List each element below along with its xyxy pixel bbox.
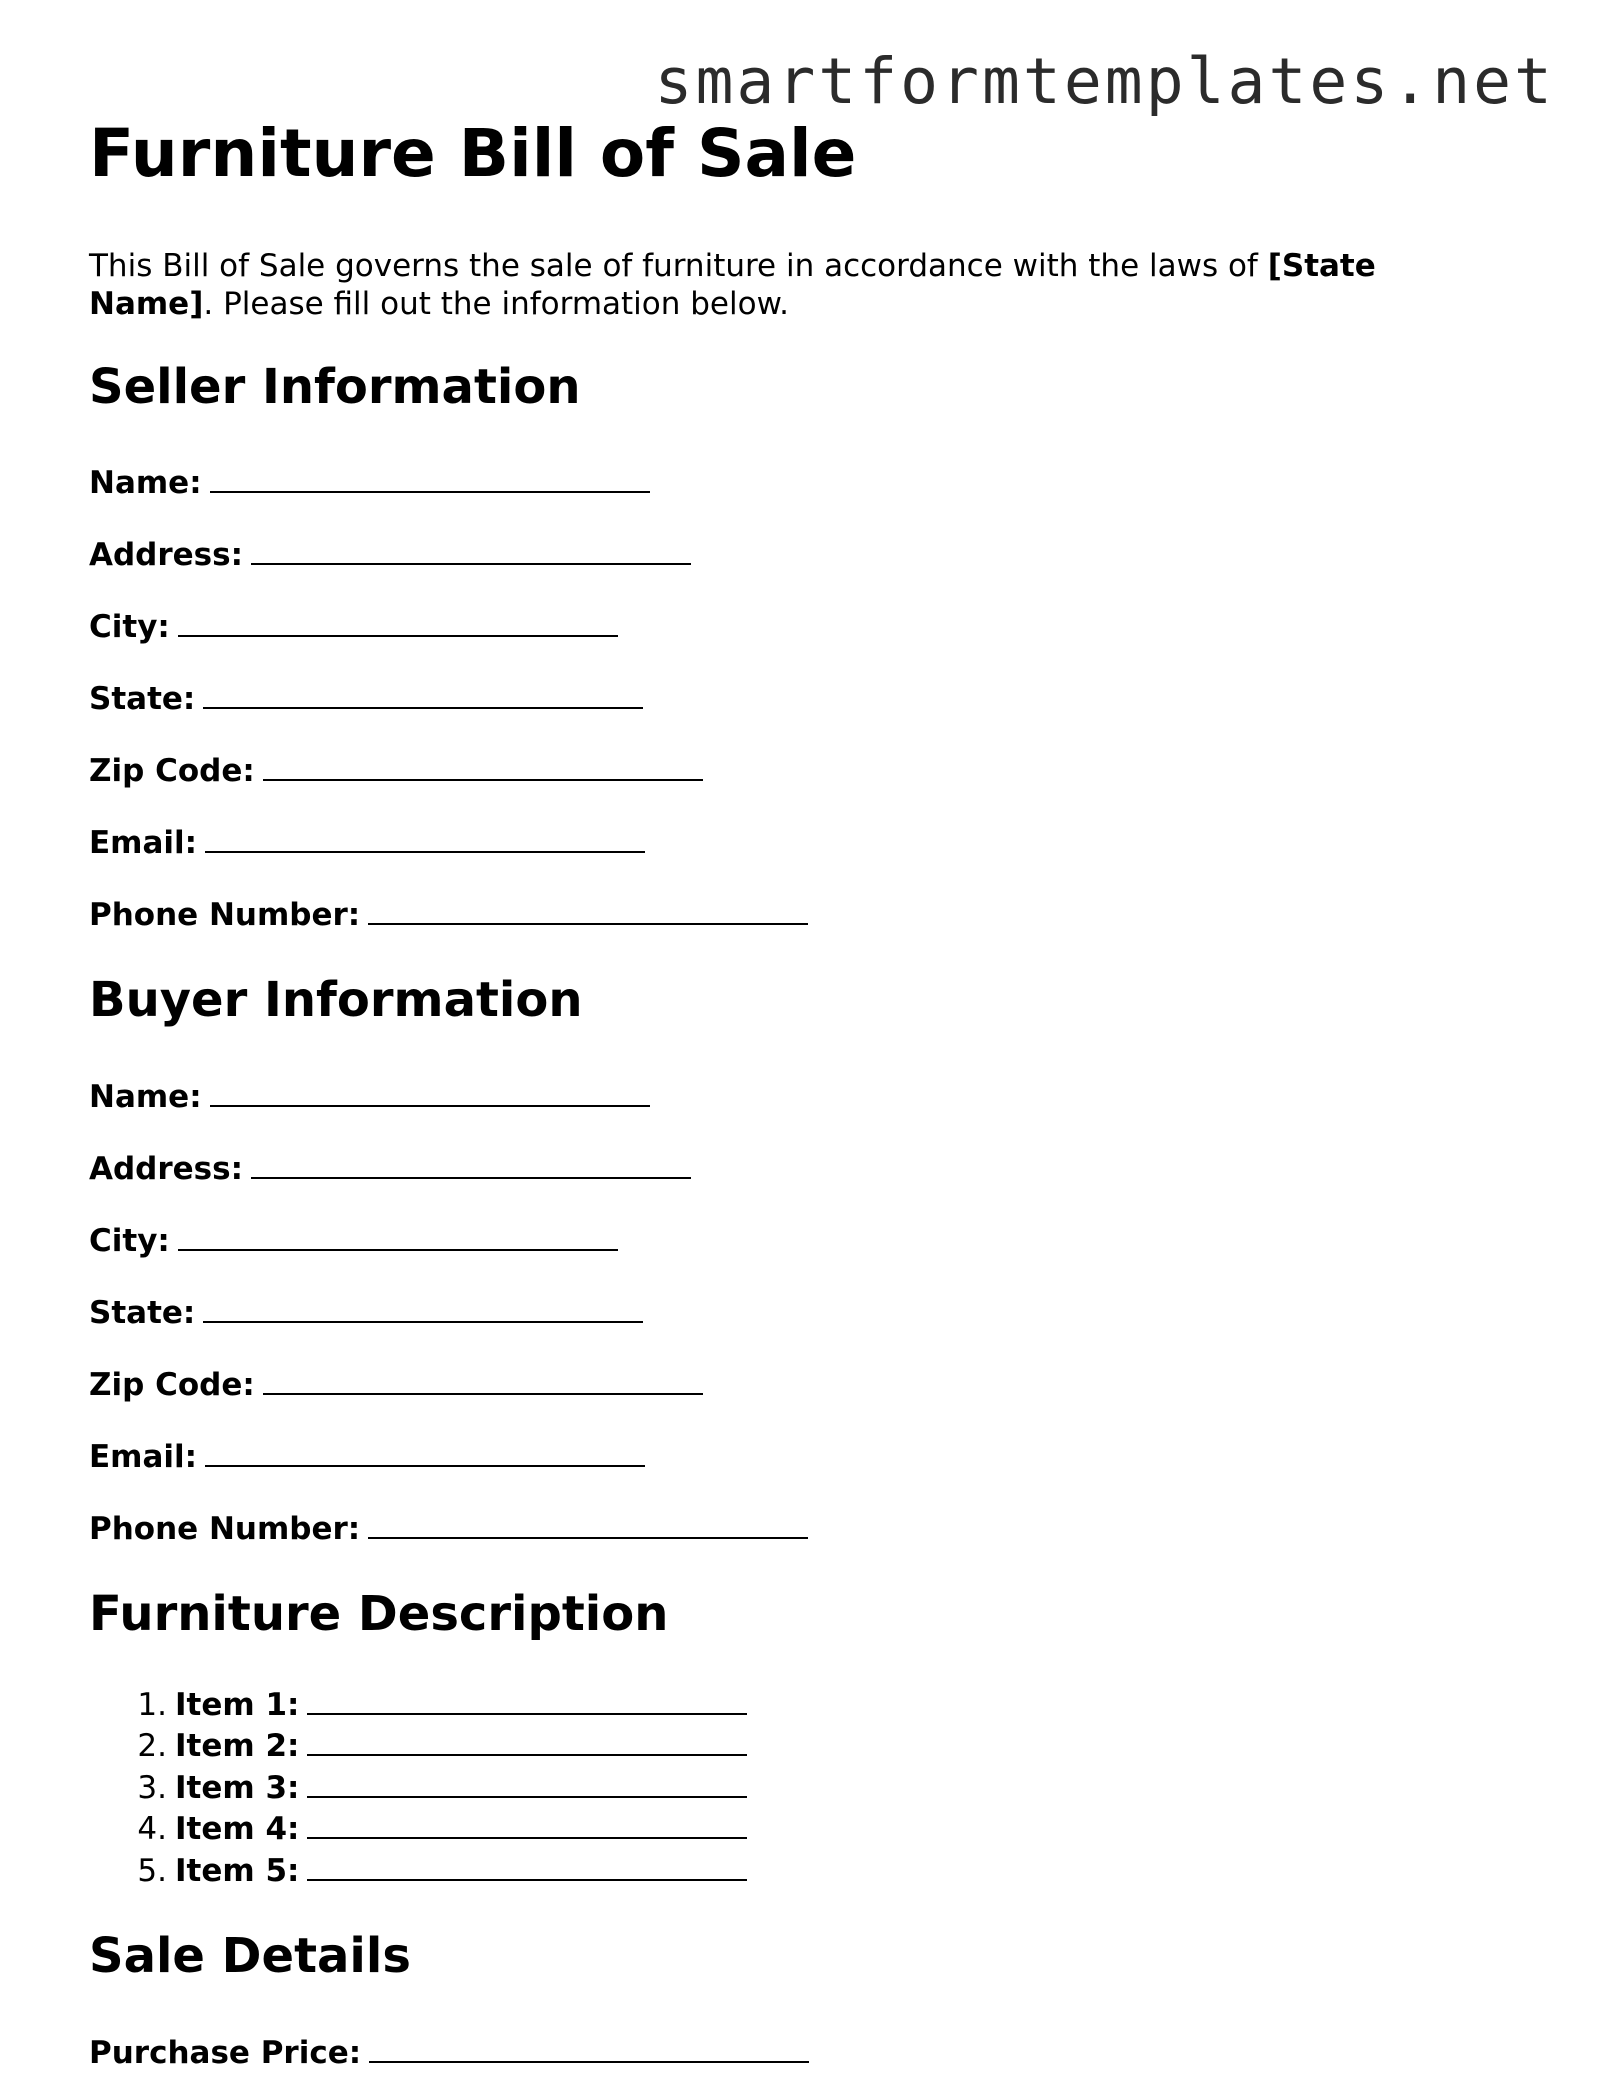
intro-text-after: . Please fill out the information below.	[203, 285, 789, 322]
field-label: City:	[89, 609, 170, 646]
item-number: 5.	[137, 1852, 167, 1889]
buyer-state-field	[89, 1291, 1529, 1332]
purchase-price-blank[interactable]	[369, 2031, 809, 2063]
field-label: State:	[89, 681, 196, 718]
furniture-item	[89, 1849, 1529, 1891]
buyer-city-field	[89, 1219, 1529, 1260]
seller-email-field	[89, 821, 1529, 862]
buyer-fields	[89, 1075, 1529, 1548]
field-label: Phone Number:	[89, 1511, 361, 1548]
furniture-heading: Furniture Description	[89, 1586, 669, 1643]
field-label: Address:	[89, 1151, 243, 1188]
item-number: 1.	[137, 1686, 167, 1723]
seller-phone-blank[interactable]	[368, 893, 808, 925]
item-1-blank[interactable]	[307, 1683, 747, 1715]
field-label: Email:	[89, 1439, 198, 1476]
field-label: Zip Code:	[89, 1367, 255, 1404]
field-label: State:	[89, 1295, 196, 1332]
seller-address-field	[89, 533, 1529, 574]
seller-name-field	[89, 461, 1529, 502]
item-label: Item 2:	[175, 1728, 300, 1765]
seller-email-blank[interactable]	[205, 821, 645, 853]
purchase-price-field	[89, 2031, 1529, 2072]
item-number: 4.	[137, 1811, 167, 1848]
buyer-zip-blank[interactable]	[263, 1363, 703, 1395]
item-4-blank[interactable]	[307, 1807, 747, 1839]
item-2-blank[interactable]	[307, 1724, 747, 1756]
item-number: 2.	[137, 1728, 167, 1765]
field-label: Name:	[89, 465, 202, 502]
buyer-email-blank[interactable]	[205, 1435, 645, 1467]
field-label: Purchase Price:	[89, 2035, 362, 2072]
seller-phone-field	[89, 893, 1529, 934]
watermark: smartformtemplates.net	[654, 45, 1555, 118]
buyer-zip-field	[89, 1363, 1529, 1404]
furniture-item-list	[89, 1683, 1529, 1891]
furniture-item	[89, 1724, 1529, 1766]
document-page	[89, 115, 1529, 2072]
state-name-placeholder: [State Name]	[89, 247, 1376, 322]
seller-state-blank[interactable]	[203, 677, 643, 709]
buyer-heading: Buyer Information	[89, 972, 583, 1029]
intro-paragraph	[89, 247, 1469, 323]
field-label: Zip Code:	[89, 753, 255, 790]
seller-heading: Seller Information	[89, 358, 581, 415]
item-label: Item 3:	[175, 1769, 300, 1806]
item-number: 3.	[137, 1769, 167, 1806]
seller-state-field	[89, 677, 1529, 718]
item-label: Item 5:	[175, 1852, 300, 1889]
seller-name-blank[interactable]	[210, 461, 650, 493]
field-label: Email:	[89, 825, 198, 862]
item-label: Item 4:	[175, 1811, 300, 1848]
buyer-email-field	[89, 1435, 1529, 1476]
seller-zip-field	[89, 749, 1529, 790]
field-label: Address:	[89, 537, 243, 574]
seller-address-blank[interactable]	[251, 533, 691, 565]
seller-city-field	[89, 605, 1529, 646]
buyer-address-blank[interactable]	[251, 1147, 691, 1179]
furniture-item	[89, 1766, 1529, 1808]
seller-zip-blank[interactable]	[263, 749, 703, 781]
buyer-name-blank[interactable]	[210, 1075, 650, 1107]
buyer-name-field	[89, 1075, 1529, 1116]
document-title: Furniture Bill of Sale	[89, 115, 857, 192]
furniture-item	[89, 1807, 1529, 1849]
field-label: City:	[89, 1223, 170, 1260]
buyer-address-field	[89, 1147, 1529, 1188]
furniture-item	[89, 1683, 1529, 1725]
buyer-city-blank[interactable]	[178, 1219, 618, 1251]
item-3-blank[interactable]	[307, 1766, 747, 1798]
item-label: Item 1:	[175, 1686, 300, 1723]
intro-text-before: This Bill of Sale governs the sale of furniture in accordance with the laws of	[89, 247, 1268, 284]
field-label: Phone Number:	[89, 897, 361, 934]
buyer-state-blank[interactable]	[203, 1291, 643, 1323]
sale-fields	[89, 2031, 1529, 2072]
seller-fields	[89, 461, 1529, 934]
buyer-phone-blank[interactable]	[368, 1507, 808, 1539]
buyer-phone-field	[89, 1507, 1529, 1548]
sale-heading: Sale Details	[89, 1928, 411, 1985]
item-5-blank[interactable]	[307, 1849, 747, 1881]
field-label: Name:	[89, 1079, 202, 1116]
seller-city-blank[interactable]	[178, 605, 618, 637]
